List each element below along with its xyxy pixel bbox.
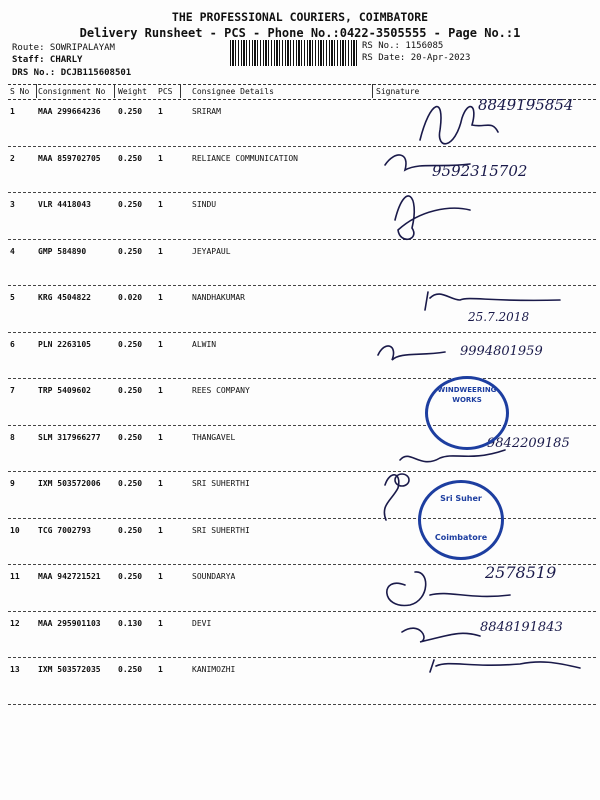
row-pcs: 1 bbox=[158, 246, 163, 256]
col-sno: S No bbox=[10, 87, 30, 96]
row-sno: 2 bbox=[10, 153, 15, 163]
row-pcs: 1 bbox=[158, 525, 163, 535]
consignment-number: MAA 299664236 bbox=[38, 107, 101, 116]
handwritten-date: 25.7.2018 bbox=[468, 310, 530, 324]
row-pcs: 1 bbox=[158, 618, 163, 628]
col-pcs: PCS bbox=[158, 87, 173, 96]
company-stamp bbox=[425, 376, 509, 450]
row-weight: 0.250 bbox=[118, 432, 143, 442]
signature-3 bbox=[395, 196, 470, 239]
drs-number: DRS No.: DCJB115608501 bbox=[12, 68, 132, 78]
row-weight: 0.250 bbox=[118, 572, 143, 581]
row-pcs: 1 bbox=[158, 293, 163, 302]
runsheet-title: THE PROFESSIONAL COURIERS, COIMBATORE bbox=[171, 10, 429, 24]
consignment-number: IXM 503572035 bbox=[38, 665, 101, 674]
handwritten-number: 2578519 bbox=[485, 563, 557, 582]
consignment-number: MAA 859702705 bbox=[38, 153, 101, 163]
signature-13 bbox=[430, 660, 580, 672]
row-weight: 0.130 bbox=[118, 618, 143, 628]
handwritten-phone: 9592315702 bbox=[432, 162, 528, 180]
handwritten-phone: 9994801959 bbox=[460, 344, 543, 359]
consignee-name: DEVI bbox=[192, 618, 212, 628]
row-pcs: 1 bbox=[158, 153, 163, 163]
handwritten-phone: 8848191843 bbox=[480, 620, 563, 635]
route-label: Route: SOWRIPALAYAM bbox=[12, 43, 115, 53]
row-pcs: 1 bbox=[158, 200, 163, 209]
row-weight: 0.020 bbox=[118, 293, 143, 302]
row-sno: 13 bbox=[10, 665, 20, 674]
row-pcs: 1 bbox=[158, 339, 163, 349]
signature-12 bbox=[402, 628, 480, 642]
row-sno: 1 bbox=[10, 107, 15, 116]
consignment-number: TRP 5409602 bbox=[38, 386, 91, 395]
consignment-number: GMP 584890 bbox=[38, 246, 87, 256]
row-sno: 4 bbox=[10, 246, 15, 256]
row-sno: 7 bbox=[10, 386, 15, 395]
shop-stamp bbox=[418, 480, 504, 560]
row-weight: 0.250 bbox=[118, 665, 143, 674]
stamp-name: Sri Suher bbox=[440, 494, 482, 503]
rs-date: RS Date: 20-Apr-2023 bbox=[362, 53, 471, 63]
row-weight: 0.250 bbox=[118, 200, 143, 209]
row-weight: 0.250 bbox=[118, 479, 143, 488]
row-sno: 6 bbox=[10, 339, 15, 349]
consignment-number: SLM 317966277 bbox=[38, 432, 101, 442]
consignment-number: TCG 7002793 bbox=[38, 525, 91, 535]
col-weight: Weight bbox=[118, 87, 147, 96]
row-sno: 12 bbox=[10, 618, 20, 628]
handwritten-phone: 8849195854 bbox=[478, 96, 574, 114]
row-weight: 0.250 bbox=[118, 339, 143, 349]
consignment-number: PLN 2263105 bbox=[38, 339, 91, 349]
rs-number: RS No.: 1156085 bbox=[362, 41, 444, 51]
signature-8 bbox=[400, 450, 505, 462]
staff-label: Staff: CHARLY bbox=[12, 55, 83, 65]
row-weight: 0.250 bbox=[118, 525, 143, 535]
consignee-name: SOUNDARYA bbox=[192, 572, 236, 581]
consignee-name: KANIMOZHI bbox=[192, 665, 236, 674]
col-consignment: Consignment No bbox=[38, 87, 106, 96]
row-sno: 8 bbox=[10, 432, 15, 442]
consignee-name: THANGAVEL bbox=[192, 432, 236, 442]
consignee-name: SRI SUHERTHI bbox=[192, 479, 250, 488]
consignment-number: VLR 4418043 bbox=[38, 200, 91, 209]
handwritten-phone: 9842209185 bbox=[487, 436, 570, 451]
row-pcs: 1 bbox=[158, 386, 163, 395]
stamp-city: Coimbatore bbox=[434, 533, 488, 542]
row-sno: 11 bbox=[10, 572, 20, 581]
stamp-text: WINDWEERING WORKS bbox=[437, 386, 497, 404]
consignee-name: REES COMPANY bbox=[192, 386, 250, 395]
row-sno: 9 bbox=[10, 479, 15, 488]
consignee-name: NANDHAKUMAR bbox=[192, 293, 245, 302]
consignee-name: SRIRAM bbox=[192, 107, 221, 116]
signature-5 bbox=[425, 292, 560, 310]
row-sno: 10 bbox=[10, 525, 20, 535]
consignee-name: SINDU bbox=[192, 200, 217, 209]
row-pcs: 1 bbox=[158, 572, 163, 581]
consignee-name: SRI SUHERTHI bbox=[192, 525, 250, 535]
consignment-number: MAA 295901103 bbox=[38, 618, 101, 628]
runsheet-subtitle: Delivery Runsheet - PCS - Phone No.:0422-3505555 - Page No.:1 bbox=[79, 26, 521, 40]
consignee-name: ALWIN bbox=[192, 339, 217, 349]
row-sno: 3 bbox=[10, 200, 15, 209]
signature-9 bbox=[384, 474, 409, 520]
row-pcs: 1 bbox=[158, 432, 163, 442]
consignment-number: MAA 942721521 bbox=[38, 572, 101, 581]
row-weight: 0.250 bbox=[118, 386, 143, 395]
col-consignee: Consignee Details bbox=[192, 87, 274, 96]
consignment-number: KRG 4504822 bbox=[38, 293, 91, 302]
row-weight: 0.250 bbox=[118, 107, 143, 116]
row-weight: 0.250 bbox=[118, 246, 143, 256]
consignment-number: IXM 503572006 bbox=[38, 479, 101, 488]
col-signature: Signature bbox=[376, 87, 420, 96]
consignee-name: RELIANCE COMMUNICATION bbox=[192, 153, 298, 163]
row-sno: 5 bbox=[10, 293, 15, 302]
signature-6 bbox=[378, 346, 445, 360]
row-weight: 0.250 bbox=[118, 153, 143, 163]
row-pcs: 1 bbox=[158, 107, 163, 116]
row-pcs: 1 bbox=[158, 665, 163, 674]
consignee-name: JEYAPAUL bbox=[192, 246, 231, 256]
row-pcs: 1 bbox=[158, 479, 163, 488]
